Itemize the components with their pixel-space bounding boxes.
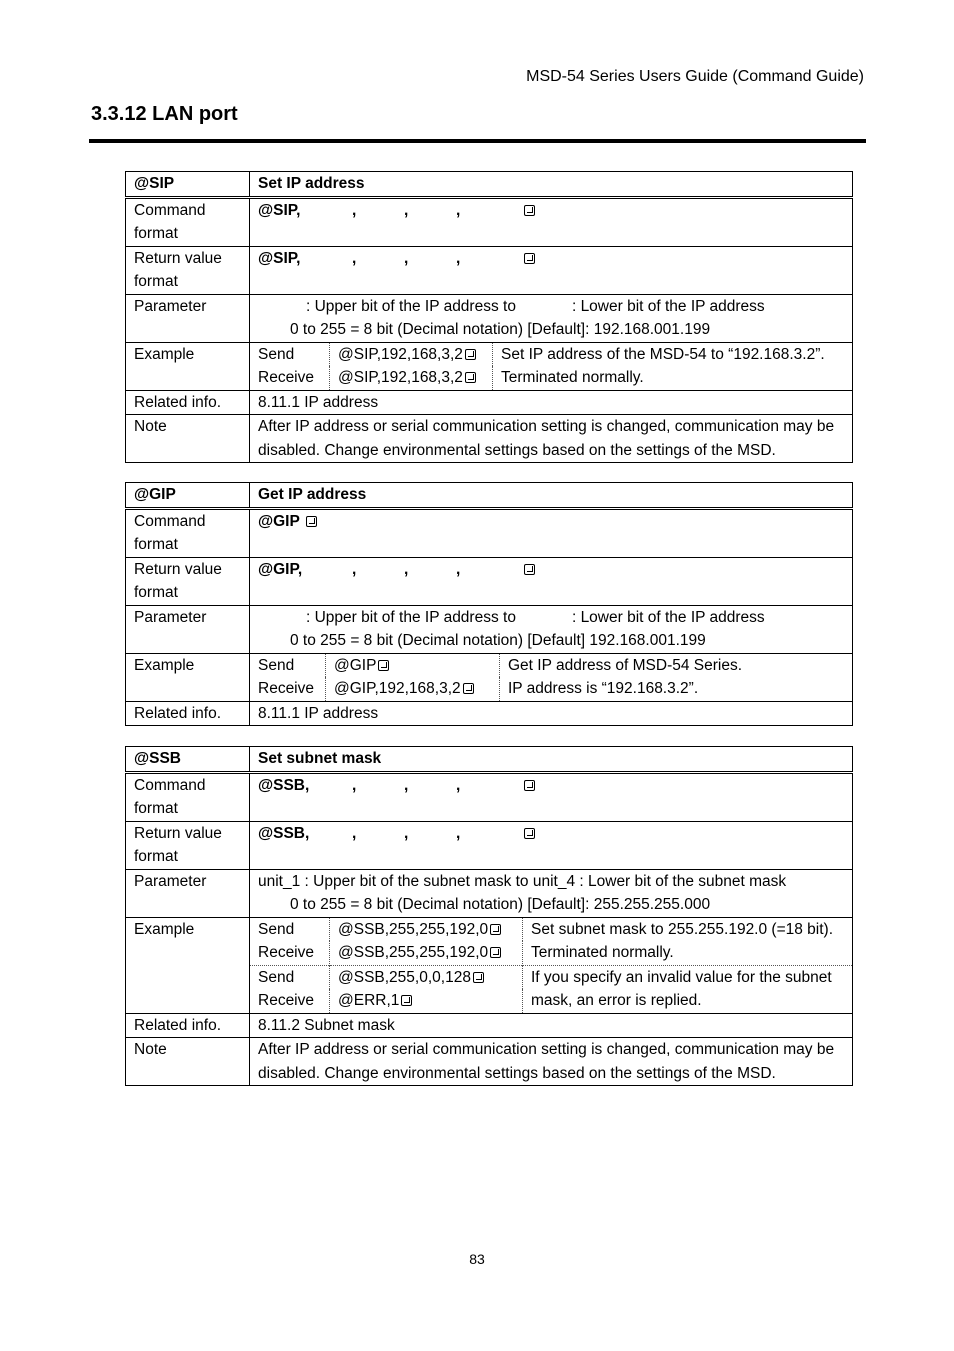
sip-example (250, 342, 853, 390)
receive-label: Receive (250, 989, 330, 1013)
sip-command-format: @SIP, , , , (250, 197, 853, 246)
gip-command-name: @GIP (126, 483, 250, 509)
return-key-icon (524, 780, 535, 791)
return-key-icon (524, 253, 535, 264)
return-key-icon (524, 564, 535, 575)
gip-return-format: @GIP, , , , (250, 557, 853, 605)
send-label: Send (250, 965, 330, 989)
gip-send-description: Get IP address of MSD-54 Series. (508, 656, 743, 674)
ssb-example (250, 917, 853, 1013)
related-info-label: Related info. (126, 1013, 250, 1038)
gip-command-table (125, 482, 853, 726)
return-key-icon (463, 683, 474, 694)
ssb-param-line: unit_1 : Upper bit of the subnet mask to unit_4 : Lower bit of the subnet mask (258, 872, 787, 890)
sip-send-description: Set IP address of the MSD-54 to “192.168.3.2”. (501, 345, 825, 363)
gip-format-text: @GIP (258, 512, 300, 530)
sip-receive-description: Terminated normally. (501, 369, 644, 386)
ssb-return-text: @SSB, (258, 824, 310, 842)
return-key-icon (490, 947, 501, 958)
return-key-icon (401, 995, 412, 1006)
ssb-command-table (125, 746, 853, 1086)
sip-note: After IP address or serial communication setting is changed, communication may be disabled. Change environmental settings based on the settings of the MSD. (250, 415, 853, 463)
return-key-icon (473, 972, 484, 983)
parameter-label: Parameter (126, 869, 250, 917)
send-label: Send (250, 918, 330, 942)
ssb-parameter (250, 869, 853, 917)
command-format-label: Command format (126, 508, 250, 557)
sip-format-text: @SIP, (258, 201, 301, 219)
command-format-label: Command format (126, 197, 250, 246)
gip-param-lower: : Lower bit of the IP address (571, 608, 765, 626)
return-key-icon (378, 660, 389, 671)
sip-param-range: 0 to 255 = 8 bit (Decimal notation) [Default]: 192.168.001.199 (290, 321, 711, 338)
receive-label: Receive (250, 941, 330, 965)
parameter-label: Parameter (126, 294, 250, 342)
gip-send-command: @GIP (334, 656, 377, 674)
return-key-icon (306, 516, 317, 527)
ssb-format-text: @SSB, (258, 776, 310, 794)
return-key-icon (524, 828, 535, 839)
note-label: Note (126, 415, 250, 463)
return-key-icon (465, 349, 476, 360)
ssb-command-title: Set subnet mask (250, 747, 853, 773)
sip-command-title: Set IP address (250, 172, 853, 198)
gip-related-info: 8.11.1 IP address (250, 701, 853, 726)
ssb-send-command-1: @SSB,255,255,192,0 (338, 920, 489, 938)
title-rule (89, 139, 866, 143)
sip-command-name: @SIP (126, 172, 250, 198)
gip-param-range: 0 to 255 = 8 bit (Decimal notation) [Default] 192.168.001.199 (290, 632, 706, 649)
return-key-icon (465, 372, 476, 383)
related-info-label: Related info. (126, 390, 250, 415)
gip-receive-description: IP address is “192.168.3.2”. (508, 680, 699, 697)
ssb-param-range: 0 to 255 = 8 bit (Decimal notation) [Default]: 255.255.255.000 (290, 896, 711, 913)
page-number: 83 (469, 1251, 485, 1267)
sip-return-format: @SIP, , , , (250, 246, 853, 294)
ssb-send-description-1: Set subnet mask to 255.255.192.0 (=18 bit). (531, 920, 834, 938)
gip-param-upper: : Upper bit of the IP address to (306, 608, 516, 626)
example-label: Example (126, 653, 250, 701)
receive-label: Receive (250, 366, 330, 390)
ssb-return-format: @SSB, , , , (250, 821, 853, 869)
gip-parameter (250, 605, 853, 653)
sip-receive-command: @SIP,192,168,3,2 (338, 369, 463, 386)
ssb-receive-description-1: Terminated normally. (531, 944, 674, 961)
return-key-icon (490, 924, 501, 935)
ssb-send-command-2: @SSB,255,0,0,128 (338, 968, 471, 986)
example-label: Example (126, 917, 250, 1013)
section-title: 3.3.12 LAN port (91, 103, 238, 125)
gip-receive-command: @GIP,192,168,3,2 (334, 680, 461, 697)
ssb-command-format: @SSB, , , , (250, 772, 853, 821)
send-label: Send (250, 654, 326, 678)
sip-param-lower: : Lower bit of the IP address (571, 297, 765, 315)
example-label: Example (126, 342, 250, 390)
gip-command-format (250, 508, 853, 557)
ssb-command-name: @SSB (126, 747, 250, 773)
ssb-receive-description-2: mask, an error is replied. (531, 992, 702, 1009)
ssb-send-description-2: If you specify an invalid value for the subnet (523, 965, 853, 989)
gip-command-title: Get IP address (250, 483, 853, 509)
ssb-receive-command-1: @SSB,255,255,192,0 (338, 944, 489, 961)
gip-example (250, 653, 853, 701)
note-label: Note (126, 1038, 250, 1086)
gip-return-text: @GIP, (258, 560, 303, 578)
return-format-label: Return value format (126, 557, 250, 605)
document-header: MSD-54 Series Users Guide (Command Guide) (526, 68, 864, 85)
sip-return-text: @SIP, (258, 249, 301, 267)
sip-parameter (250, 294, 853, 342)
sip-related-info: 8.11.1 IP address (250, 390, 853, 415)
sip-param-upper: : Upper bit of the IP address to (306, 297, 516, 315)
command-format-label: Command format (126, 772, 250, 821)
return-format-label: Return value format (126, 246, 250, 294)
related-info-label: Related info. (126, 701, 250, 726)
return-format-label: Return value format (126, 821, 250, 869)
send-label: Send (250, 343, 330, 367)
receive-label: Receive (250, 677, 326, 701)
ssb-related-info: 8.11.2 Subnet mask (250, 1013, 853, 1038)
sip-command-table (125, 171, 853, 463)
ssb-note: After IP address or serial communication setting is changed, communication may be disabled. Change environmental settings based on the settings of the MSD. (250, 1038, 853, 1086)
ssb-receive-command-2: @ERR,1 (338, 992, 400, 1009)
sip-send-command: @SIP,192,168,3,2 (338, 345, 463, 363)
parameter-label: Parameter (126, 605, 250, 653)
return-key-icon (524, 205, 535, 216)
